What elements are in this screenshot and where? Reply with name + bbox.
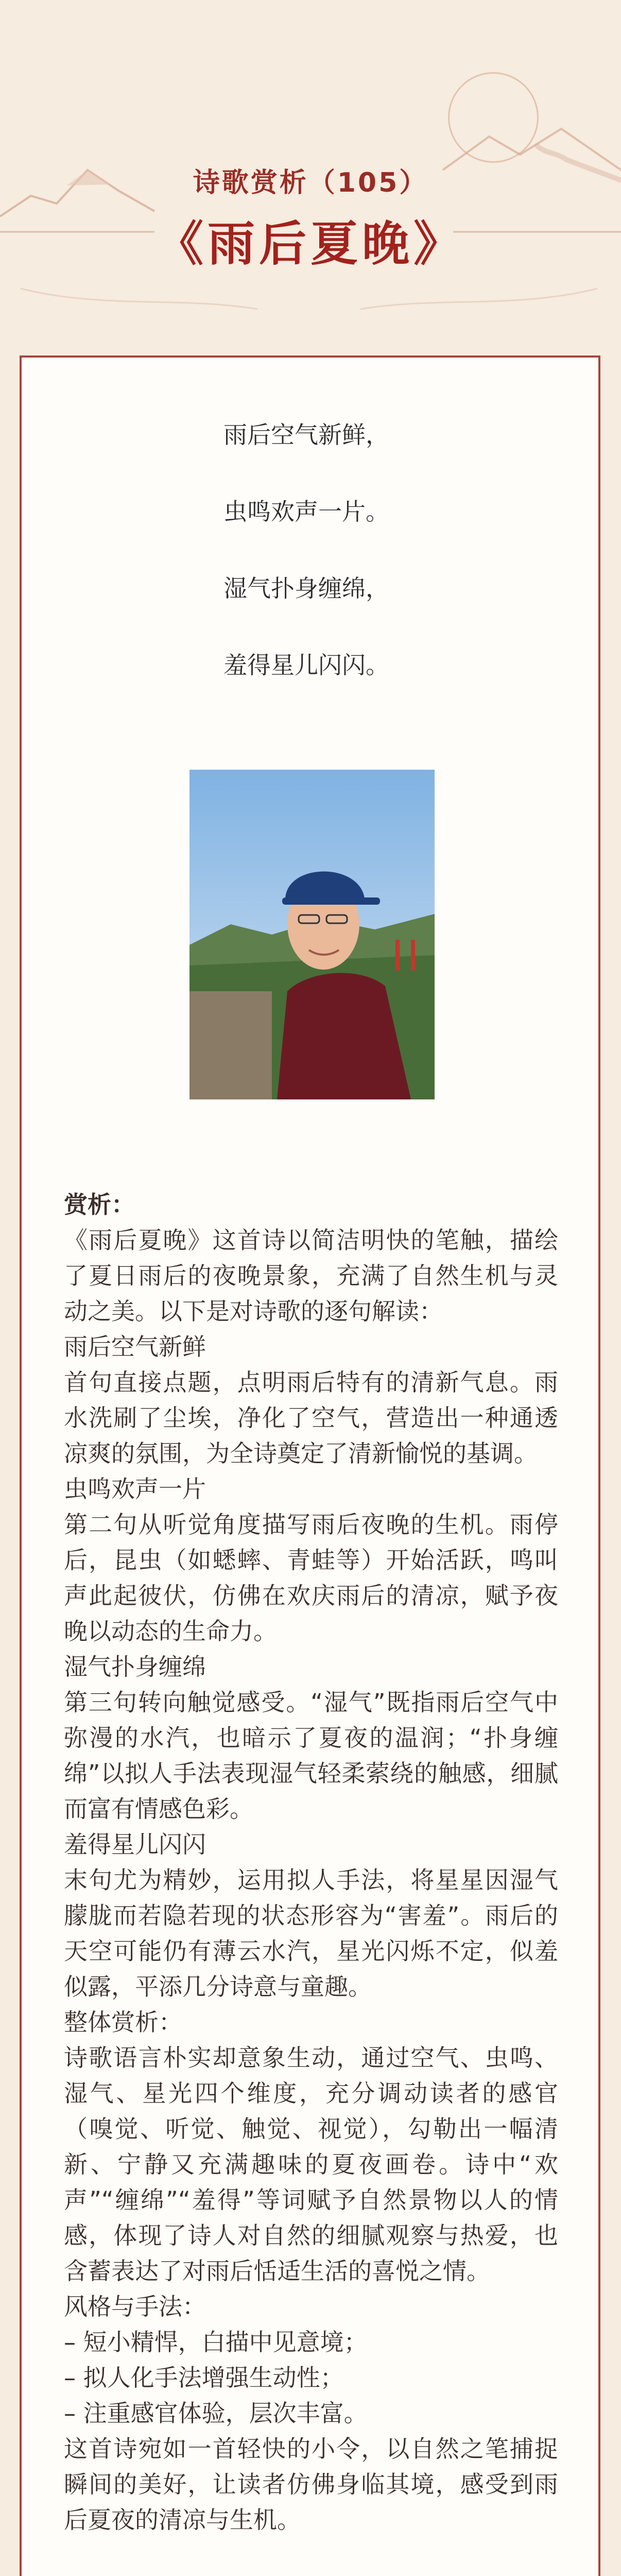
- poem-line: 雨后空气新鲜，: [223, 421, 389, 449]
- analysis-bullet: – 短小精悍，白描中见意境；: [64, 2328, 368, 2356]
- analysis-line-heading: 湿气扑身缠绵: [64, 1653, 206, 1681]
- analysis-paragraph: 第三句转向触觉感受。“湿气”既指雨后空气中弥漫的水汽，也暗示了夏夜的温润；“扑身缠绵”以拟人手法表现湿气轻柔萦绕的触感，细腻而富有情感色彩。: [64, 1688, 558, 1823]
- header-banner: [0, 0, 621, 355]
- poem-text: [223, 418, 389, 725]
- analysis-paragraph: 诗歌语言朴实却意象生动，通过空气、虫鸣、湿气、星光四个维度，充分调动读者的感官（嗅觉、听觉、触觉、视觉），勾勒出一幅清新、宁静又充满趣味的夏夜画卷。诗中“欢声”“缠绵”“羞得”等词赋予自然景物以人的情感，体现了诗人对自然的细腻观察与热爱，也含蓄表达了对雨后恬适生活的喜悦之情。: [64, 2044, 558, 2285]
- poem-title: 《雨后夏晚》: [156, 216, 465, 272]
- analysis-paragraph: 末句尤为精妙，运用拟人手法，将星星因湿气朦胧而若隐若现的状态形容为“害羞”。雨后的天空可能仍有薄云水汽，星光闪烁不定，似羞似露，平添几分诗意与童趣。: [64, 1866, 558, 2001]
- analysis-paragraph: 这首诗宛如一首轻快的小令，以自然之笔捕捉瞬间的美好，让读者仿佛身临其境，感受到雨后夏夜的清凉与生机。: [64, 2435, 558, 2534]
- analysis-bullet: – 注重感官体验，层次丰富。: [64, 2399, 368, 2427]
- analysis-line-heading: 虫鸣欢声一片: [64, 1475, 206, 1503]
- analysis-bullet: – 拟人化手法增强生动性；: [64, 2364, 344, 2392]
- analysis-section-heading: 风格与手法：: [64, 2293, 206, 2320]
- series-subtitle: 诗歌赏析（105）: [193, 167, 428, 198]
- analysis-heading: 赏析：: [64, 1191, 135, 1218]
- poem-line: 羞得星儿闪闪。: [223, 651, 389, 679]
- analysis-paragraph: 《雨后夏晚》这首诗以简洁明快的笔触，描绘了夏日雨后的夜晚景象，充满了自然生机与灵动之美。以下是对诗歌的逐句解读：: [64, 1226, 558, 1325]
- analysis-paragraph: 第二句从听觉角度描写雨后夜晚的生机。雨停后，昆虫（如蟋蟀、青蛙等）开始活跃，鸣叫声此起彼伏，仿佛在欢庆雨后的清凉，赋予夜晚以动态的生命力。: [64, 1511, 558, 1645]
- poem-line: 湿气扑身缠绵，: [223, 574, 389, 602]
- analysis-line-heading: 雨后空气新鲜: [64, 1333, 206, 1361]
- analysis-text: [64, 1187, 558, 2538]
- content-frame: [20, 355, 600, 2576]
- poem-line: 虫鸣欢声一片。: [223, 498, 389, 526]
- analysis-line-heading: 羞得星儿闪闪: [64, 1831, 206, 1858]
- analysis-section-heading: 整体赏析：: [64, 2008, 182, 2036]
- author-photo: [189, 770, 435, 1099]
- analysis-paragraph: 首句直接点题，点明雨后特有的清新气息。雨水洗刷了尘埃，净化了空气，营造出一种通透凉爽的氛围，为全诗奠定了清新愉悦的基调。: [64, 1368, 558, 1467]
- sun-circle-decoration: [448, 72, 539, 163]
